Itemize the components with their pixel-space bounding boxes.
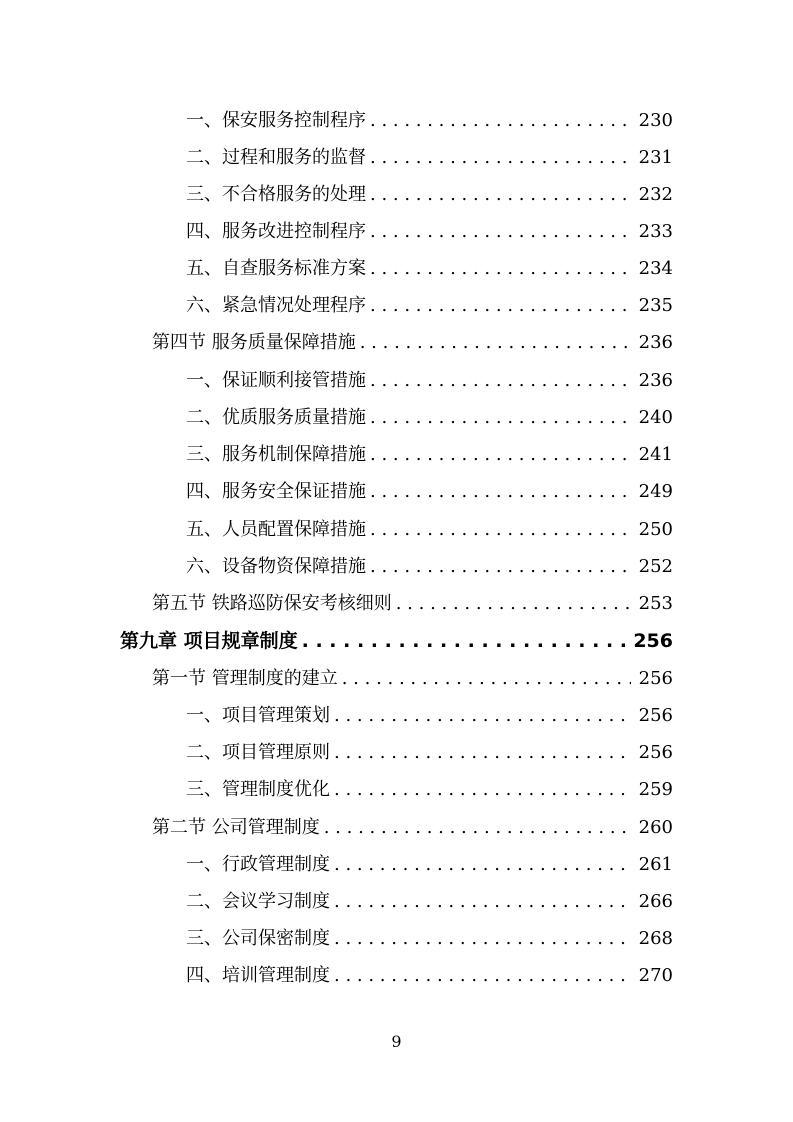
toc-entry-page: 230 — [638, 110, 673, 131]
toc-entry-page: 270 — [638, 965, 673, 986]
toc-dot-leader — [342, 666, 631, 692]
toc-entry-label: 四、培训管理制度 — [186, 965, 330, 986]
toc-dot-leader — [334, 777, 631, 803]
toc-entry-label: 第二节 公司管理制度 — [152, 817, 320, 838]
toc-entry-page: 232 — [638, 184, 673, 205]
toc-entry-page: 260 — [638, 817, 673, 838]
toc-section-entry[interactable] — [0, 666, 673, 692]
toc-entry-page: 233 — [638, 221, 673, 242]
toc-dot-leader — [334, 740, 631, 766]
toc-dot-leader — [396, 591, 631, 617]
toc-subsection-entry[interactable] — [0, 517, 673, 543]
page-number: 9 — [391, 1032, 402, 1051]
toc-entry-page: 240 — [638, 407, 673, 428]
toc-entry-page: 268 — [638, 928, 673, 949]
toc-dot-leader — [370, 442, 631, 468]
toc-dot-leader — [324, 815, 631, 841]
toc-entry-page: 256 — [633, 630, 673, 652]
toc-subsection-entry[interactable] — [0, 963, 673, 989]
toc-entry-label: 三、不合格服务的处理 — [186, 184, 366, 205]
toc-dot-leader — [334, 926, 631, 952]
toc-entry-label: 一、行政管理制度 — [186, 854, 330, 875]
toc-subsection-entry[interactable] — [0, 219, 673, 245]
toc-entry-label: 第九章 项目规章制度 — [120, 630, 298, 652]
toc-section-entry[interactable] — [0, 815, 673, 841]
toc-entry-label: 第一节 管理制度的建立 — [152, 668, 338, 689]
toc-section-entry[interactable] — [0, 591, 673, 617]
toc-subsection-entry[interactable] — [0, 554, 673, 580]
toc-dot-leader — [370, 256, 631, 282]
toc-dot-leader — [370, 182, 631, 208]
toc-subsection-entry[interactable] — [0, 740, 673, 766]
toc-dot-leader — [370, 517, 631, 543]
toc-dot-leader — [370, 554, 631, 580]
toc-entry-page: 261 — [638, 854, 673, 875]
toc-entry-label: 第四节 服务质量保障措施 — [152, 332, 356, 353]
toc-entry-label: 一、保证顺利接管措施 — [186, 370, 366, 391]
toc-entry-label: 六、紧急情况处理程序 — [186, 295, 366, 316]
toc-subsection-entry[interactable] — [0, 442, 673, 468]
toc-entry-label: 四、服务安全保证措施 — [186, 481, 366, 502]
toc-subsection-entry[interactable] — [0, 479, 673, 505]
toc-entry-page: 253 — [638, 593, 673, 614]
toc-dot-leader — [370, 219, 631, 245]
toc-subsection-entry[interactable] — [0, 852, 673, 878]
toc-entry-label: 五、人员配置保障措施 — [186, 519, 366, 540]
toc-subsection-entry[interactable] — [0, 145, 673, 171]
toc-entry-page: 231 — [638, 147, 673, 168]
toc-entry-page: 256 — [638, 742, 673, 763]
toc-entry-page: 241 — [638, 444, 673, 465]
toc-subsection-entry[interactable] — [0, 256, 673, 282]
toc-entry-page: 236 — [638, 332, 673, 353]
toc-entry-page: 266 — [638, 891, 673, 912]
toc-entry-label: 二、优质服务质量措施 — [186, 407, 366, 428]
toc-dot-leader — [370, 479, 631, 505]
toc-entry-page: 252 — [638, 556, 673, 577]
toc-subsection-entry[interactable] — [0, 926, 673, 952]
toc-entry-page: 256 — [638, 668, 673, 689]
toc-dot-leader — [370, 293, 631, 319]
toc-entry-label: 四、服务改进控制程序 — [186, 221, 366, 242]
toc-entry-label: 六、设备物资保障措施 — [186, 556, 366, 577]
toc-section-entry[interactable] — [0, 330, 673, 356]
toc-subsection-entry[interactable] — [0, 703, 673, 729]
toc-dot-leader — [334, 963, 631, 989]
toc-subsection-entry[interactable] — [0, 405, 673, 431]
toc-entry-label: 二、过程和服务的监督 — [186, 147, 366, 168]
toc-entry-page: 250 — [638, 519, 673, 540]
toc-entry-label: 三、管理制度优化 — [186, 779, 330, 800]
toc-dot-leader — [360, 330, 631, 356]
toc-subsection-entry[interactable] — [0, 108, 673, 134]
toc-entry-label: 三、公司保密制度 — [186, 928, 330, 949]
toc-dot-leader — [334, 852, 631, 878]
toc-chapter-entry[interactable] — [0, 628, 673, 654]
toc-entry-label: 三、服务机制保障措施 — [186, 444, 366, 465]
toc-subsection-entry[interactable] — [0, 293, 673, 319]
toc-dot-leader — [302, 628, 626, 654]
toc-subsection-entry[interactable] — [0, 182, 673, 208]
toc-entry-page: 249 — [638, 481, 673, 502]
toc-subsection-entry[interactable] — [0, 777, 673, 803]
toc-dot-leader — [334, 703, 631, 729]
toc-dot-leader — [370, 368, 631, 394]
toc-entry-page: 235 — [638, 295, 673, 316]
toc-subsection-entry[interactable] — [0, 368, 673, 394]
toc-entry-page: 236 — [638, 370, 673, 391]
toc-entry-page: 234 — [638, 258, 673, 279]
toc-dot-leader — [370, 405, 631, 431]
toc-entry-page: 256 — [638, 705, 673, 726]
toc-entry-page: 259 — [638, 779, 673, 800]
toc-entry-label: 一、保安服务控制程序 — [186, 110, 366, 131]
toc-entry-label: 二、项目管理原则 — [186, 742, 330, 763]
toc-entry-label: 一、项目管理策划 — [186, 705, 330, 726]
toc-dot-leader — [370, 108, 631, 134]
toc-entry-label: 第五节 铁路巡防保安考核细则 — [152, 593, 392, 614]
toc-dot-leader — [370, 145, 631, 171]
toc-entry-label: 二、会议学习制度 — [186, 891, 330, 912]
toc-dot-leader — [334, 889, 631, 915]
toc-subsection-entry[interactable] — [0, 889, 673, 915]
toc-entry-label: 五、自查服务标准方案 — [186, 258, 366, 279]
